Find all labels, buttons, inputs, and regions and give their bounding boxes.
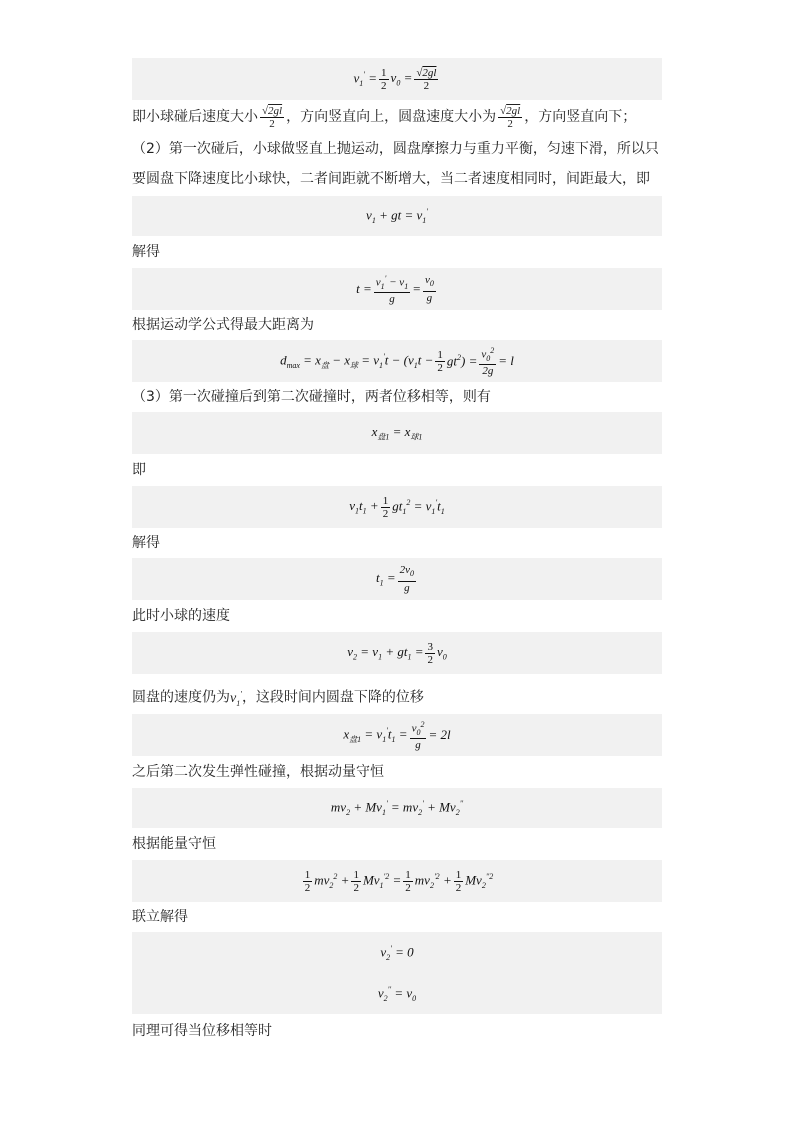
equation-results (132, 932, 662, 1014)
text-solve-1: 解得 (132, 244, 160, 260)
text-that-is: 即 (132, 462, 146, 478)
text-velocity-after-collision: 即小球碰后速度大小 $\frac{√2gl}{2}$ ，方向竖直向上，圆盘速度大小为 $\frac{√2gl}{2}$ ，方向竖直向下； (132, 104, 637, 130)
text-solve-2: 解得 (132, 535, 160, 551)
text-energy-intro: 根据能量守恒 (132, 836, 216, 852)
equation-v2: $v_2 = v_1 + gt_1$ = $\frac{3}{2}$ $v_0$ (132, 632, 662, 674)
text-momentum-intro: 之后第二次发生弹性碰撞，根据动量守恒 (132, 764, 384, 780)
equation-v2-double-prime: $v_2'' = v_0$ (377, 984, 417, 1003)
equation-energy: $\frac{1}{2}$ $mv_2^2$ + $\frac{1}{2}$ $Mv_1^{'2}$ = $\frac{1}{2}$ $mv_2^{'2}$ + $\frac{1}{2}$ $Mv_2^{''2}$ (132, 860, 662, 902)
equation-momentum: $mv_2 + Mv_1' = mv_2' + Mv_2''$ (132, 788, 662, 828)
text-part3-intro: （3）第一次碰撞后到第二次碰撞时，两者位移相等，则有 (132, 389, 491, 405)
text-similarly: 同理可得当位移相等时 (132, 1023, 272, 1039)
equation-displacement-expanded: $v_1t_1$ + $\frac{1}{2}$ $gt_1^2 = v_1't_1$ (132, 486, 662, 528)
solution-document (132, 58, 662, 1048)
text-ball-velocity-intro: 此时小球的速度 (132, 608, 230, 624)
text-max-distance-intro: 根据运动学公式得最大距离为 (132, 317, 314, 333)
equation-max-distance: $d_{max} = x_盘 - x_球 = v_1't - (v_1t$ − $\frac{1}{2}$ $gt^2$) = $\frac{v_0^2}{2g}$ = l (132, 340, 662, 382)
text-disk-velocity: 圆盘的速度仍为$v_1'$，这段时间内圆盘下降的位移 (132, 689, 424, 708)
equation-disk-displacement: $x_{盘1} = v_1't_1$ = $\frac{v_0^2}{g}$ = 2l (132, 714, 662, 756)
equation-equal-speed: $v_1$ + gt = $v_1'$ (132, 196, 662, 236)
equation-v1-prime: $v_1'$ = $\frac{1}{2}$ $v_0$ = $\frac{√2gl}{2}$ (132, 58, 662, 100)
equation-t1: $t_1$ = $\frac{2v_0}{g}$ (132, 558, 662, 600)
equation-time: t = $\frac{v_1' - v_1}{g}$ = $\frac{v_0}{g}$ (132, 268, 662, 310)
text-combined-solve: 联立解得 (132, 909, 188, 925)
equation-displacement-equal: $x_{盘1} = x_{球1}$ (132, 412, 662, 454)
text-part2-intro: （2）第一次碰后，小球做竖直上抛运动，圆盘摩擦力与重力平衡，匀速下滑，所以只要圆盘下降速度比小球快，二者间距就不断增大，当二者速度相同时，间距最大，即 (132, 141, 659, 187)
equation-v2-prime: $v_2' = 0$ (380, 943, 414, 962)
